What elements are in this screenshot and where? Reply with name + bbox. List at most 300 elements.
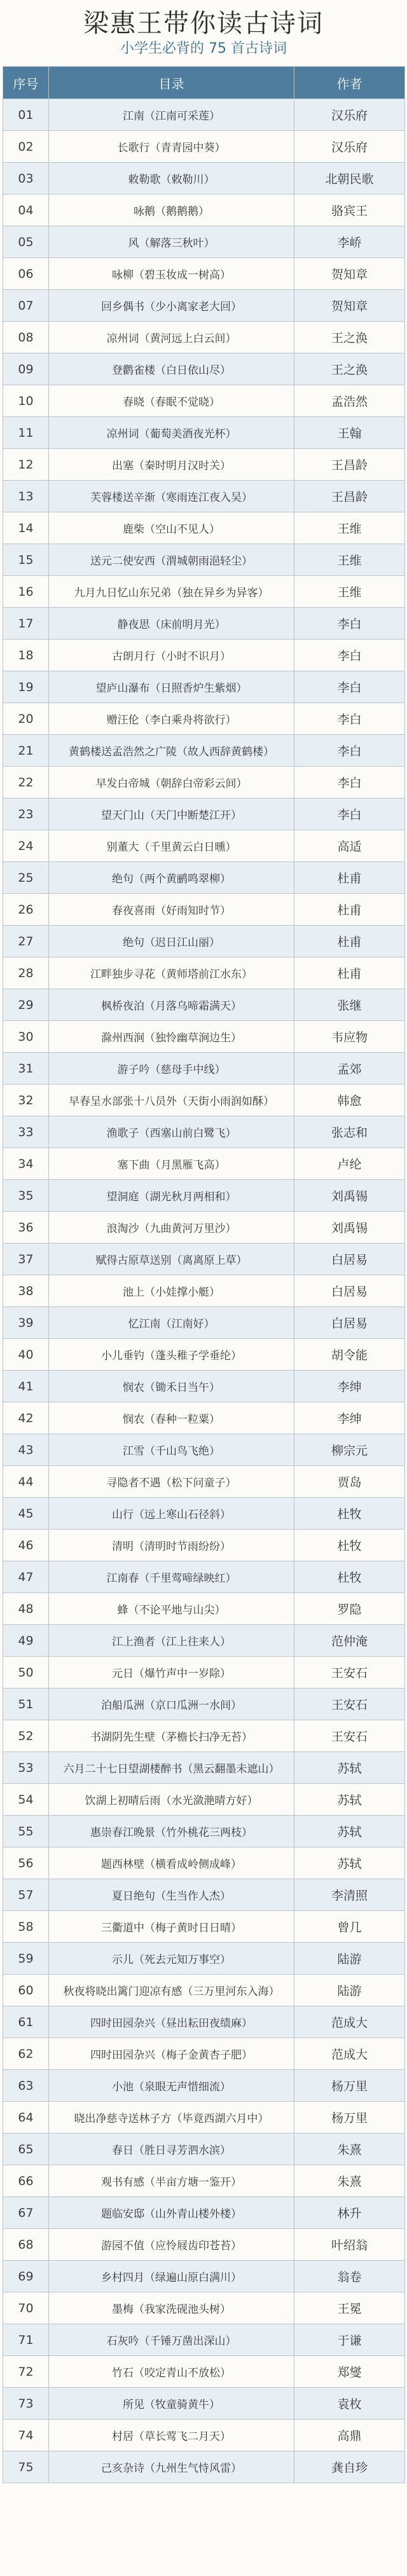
poem-author: 王维 [294, 544, 405, 576]
poem-author: 袁枚 [294, 2388, 405, 2420]
column-header-title: 目录 [49, 67, 294, 99]
table-row [3, 798, 405, 830]
table-row [3, 989, 405, 1021]
poem-author: 王安石 [294, 1657, 405, 1689]
row-number: 45 [3, 1498, 49, 1530]
table-row [3, 1879, 405, 1911]
poem-title: 凉州词（黄河远上白云间） [49, 322, 294, 353]
poem-author: 白居易 [294, 1307, 405, 1339]
poem-title: 早发白帝城（朝辞白帝彩云间） [49, 767, 294, 798]
poem-title: 江南（江南可采莲） [49, 99, 294, 131]
poem-title: 塞下曲（月黑雁飞高） [49, 1148, 294, 1180]
row-number: 60 [3, 1975, 49, 2006]
poem-author: 刘禹锡 [294, 1212, 405, 1243]
poem-author: 罗隐 [294, 1593, 405, 1625]
poem-author: 王之涣 [294, 322, 405, 353]
poem-title: 石灰吟（千锤万凿出深山） [49, 2324, 294, 2356]
poem-author: 汉乐府 [294, 131, 405, 163]
table-row [3, 2292, 405, 2324]
poem-author: 杜牧 [294, 1561, 405, 1593]
poem-author: 韩愈 [294, 1085, 405, 1116]
page-title: 梁惠王带你读古诗词 [83, 9, 324, 38]
poem-author: 高适 [294, 830, 405, 862]
table-row [3, 735, 405, 767]
table-row [3, 544, 405, 576]
row-number: 63 [3, 2070, 49, 2102]
row-number: 11 [3, 417, 49, 449]
row-number: 25 [3, 862, 49, 894]
poem-title: 望洞庭（湖光秋月两相和） [49, 1180, 294, 1212]
row-number: 44 [3, 1466, 49, 1498]
row-number: 16 [3, 576, 49, 608]
poem-title: 游园不值（应怜屐齿印苍苔） [49, 2229, 294, 2261]
table-row [3, 1657, 405, 1689]
row-number: 13 [3, 481, 49, 512]
row-number: 50 [3, 1657, 49, 1689]
row-number: 70 [3, 2292, 49, 2324]
poem-title: 送元二使安西（渭城朝雨浥轻尘） [49, 544, 294, 576]
poem-author: 郑燮 [294, 2356, 405, 2388]
poem-title: 乡村四月（绿遍山原白满川） [49, 2261, 294, 2292]
poem-author: 北朝民歌 [294, 163, 405, 195]
poem-author: 柳宗元 [294, 1434, 405, 1466]
poem-title: 回乡偶书（少小离家老大回） [49, 290, 294, 322]
poem-title: 晓出净慈寺送林子方（毕竟西湖六月中） [49, 2102, 294, 2134]
poem-title: 凉州词（葡萄美酒夜光杯） [49, 417, 294, 449]
table-row [3, 1212, 405, 1243]
poem-title: 出塞（秦时明月汉时关） [49, 449, 294, 481]
poem-author: 杜牧 [294, 1530, 405, 1561]
row-number: 18 [3, 640, 49, 671]
poem-title: 长歌行（青青园中葵） [49, 131, 294, 163]
table-row [3, 1116, 405, 1148]
table-row [3, 1530, 405, 1561]
table-row [3, 1275, 405, 1307]
table-row [3, 290, 405, 322]
row-number: 49 [3, 1625, 49, 1657]
table-row [3, 226, 405, 258]
poem-title: 饮湖上初晴后雨（水光潋滟晴方好） [49, 1784, 294, 1816]
table-row [3, 512, 405, 544]
poem-title: 题西林壁（横看成岭侧成峰） [49, 1847, 294, 1879]
poem-title: 咏鹅（鹅鹅鹅） [49, 195, 294, 226]
poem-title: 题临安邸（山外青山楼外楼） [49, 2197, 294, 2229]
table-header-row [3, 67, 405, 99]
poem-title: 黄鹤楼送孟浩然之广陵（故人西辞黄鹤楼） [49, 735, 294, 767]
poem-author: 于谦 [294, 2324, 405, 2356]
row-number: 67 [3, 2197, 49, 2229]
table-row [3, 1943, 405, 1975]
table-row [3, 1180, 405, 1212]
row-number: 31 [3, 1053, 49, 1085]
poem-title: 敕勒歌（敕勒川） [49, 163, 294, 195]
table-row [3, 2070, 405, 2102]
poem-author: 李绅 [294, 1402, 405, 1434]
row-number: 30 [3, 1021, 49, 1053]
row-number: 36 [3, 1212, 49, 1243]
table-row [3, 2356, 405, 2388]
row-number: 41 [3, 1371, 49, 1402]
poem-title: 墨梅（我家洗砚池头树） [49, 2292, 294, 2324]
table-row [3, 862, 405, 894]
table-row [3, 2420, 405, 2451]
poem-author: 贺知章 [294, 258, 405, 290]
row-number: 21 [3, 735, 49, 767]
table-row [3, 322, 405, 353]
row-number: 02 [3, 131, 49, 163]
poem-title: 赠汪伦（李白乘舟将欲行） [49, 703, 294, 735]
poem-author: 胡令能 [294, 1339, 405, 1371]
poem-title: 渔歌子（西塞山前白鹭飞） [49, 1116, 294, 1148]
poem-author: 范成大 [294, 2038, 405, 2070]
row-number: 65 [3, 2134, 49, 2165]
poem-title: 秋夜将晓出篱门迎凉有感（三万里河东入海） [49, 1975, 294, 2006]
poem-title: 己亥杂诗（九州生气恃风雷） [49, 2451, 294, 2483]
poem-title: 泊船瓜洲（京口瓜洲一水间） [49, 1689, 294, 1720]
row-number: 26 [3, 894, 49, 926]
poem-author: 李峤 [294, 226, 405, 258]
row-number: 01 [3, 99, 49, 131]
poem-title: 芙蓉楼送辛渐（寒雨连江夜入吴） [49, 481, 294, 512]
poem-author: 龚自珍 [294, 2451, 405, 2483]
row-number: 62 [3, 2038, 49, 2070]
row-number: 12 [3, 449, 49, 481]
poem-title: 望天门山（天门中断楚江开） [49, 798, 294, 830]
row-number: 06 [3, 258, 49, 290]
poem-author: 卢纶 [294, 1148, 405, 1180]
poem-author: 朱熹 [294, 2165, 405, 2197]
row-number: 38 [3, 1275, 49, 1307]
table-row [3, 1625, 405, 1657]
row-number: 32 [3, 1085, 49, 1116]
row-number: 34 [3, 1148, 49, 1180]
table-row [3, 671, 405, 703]
poem-author: 白居易 [294, 1243, 405, 1275]
poem-title: 元日（爆竹声中一岁除） [49, 1657, 294, 1689]
poem-author: 苏轼 [294, 1784, 405, 1816]
table-row [3, 957, 405, 989]
table-row [3, 703, 405, 735]
poem-author: 王安石 [294, 1689, 405, 1720]
row-number: 58 [3, 1911, 49, 1943]
table-row [3, 2134, 405, 2165]
poem-title: 风（解落三秋叶） [49, 226, 294, 258]
row-number: 59 [3, 1943, 49, 1975]
table-row [3, 1816, 405, 1847]
row-number: 35 [3, 1180, 49, 1212]
poem-author: 汉乐府 [294, 99, 405, 131]
row-number: 03 [3, 163, 49, 195]
row-number: 09 [3, 353, 49, 385]
poem-author: 李白 [294, 640, 405, 671]
poem-author: 苏轼 [294, 1847, 405, 1879]
row-number: 71 [3, 2324, 49, 2356]
poem-author: 张志和 [294, 1116, 405, 1148]
poem-title: 绝句（迟日江山丽） [49, 926, 294, 957]
table-row [3, 1466, 405, 1498]
row-number: 43 [3, 1434, 49, 1466]
poem-author: 陆游 [294, 1975, 405, 2006]
poem-author: 王维 [294, 512, 405, 544]
table-row [3, 1339, 405, 1371]
table-row [3, 926, 405, 957]
poem-table [3, 66, 405, 2483]
poem-title: 春日（胜日寻芳泗水滨） [49, 2134, 294, 2165]
poem-author: 杜甫 [294, 862, 405, 894]
poem-author: 张继 [294, 989, 405, 1021]
table-row [3, 1720, 405, 1752]
poem-author: 叶绍翁 [294, 2229, 405, 2261]
table-row [3, 2197, 405, 2229]
poem-title: 赋得古原草送别（离离原上草） [49, 1243, 294, 1275]
row-number: 54 [3, 1784, 49, 1816]
row-number: 39 [3, 1307, 49, 1339]
row-number: 08 [3, 322, 49, 353]
poem-author: 苏轼 [294, 1816, 405, 1847]
poem-title: 早春呈水部张十八员外（天街小雨润如酥） [49, 1085, 294, 1116]
poem-author: 王昌龄 [294, 481, 405, 512]
table-row [3, 481, 405, 512]
table-row [3, 1752, 405, 1784]
poem-title: 江畔独步寻花（黄师塔前江水东） [49, 957, 294, 989]
poem-author: 杜牧 [294, 1498, 405, 1530]
poem-title: 寻隐者不遇（松下问童子） [49, 1466, 294, 1498]
row-number: 57 [3, 1879, 49, 1911]
poem-title: 望庐山瀑布（日照香炉生紫烟） [49, 671, 294, 703]
table-row [3, 608, 405, 640]
table-row [3, 2006, 405, 2038]
table-row [3, 1911, 405, 1943]
row-number: 48 [3, 1593, 49, 1625]
poem-title: 四时田园杂兴（梅子金黄杏子肥） [49, 2038, 294, 2070]
table-row [3, 353, 405, 385]
poem-author: 范成大 [294, 2006, 405, 2038]
table-row [3, 2229, 405, 2261]
row-number: 56 [3, 1847, 49, 1879]
poem-author: 朱熹 [294, 2134, 405, 2165]
table-row [3, 1593, 405, 1625]
table-row [3, 576, 405, 608]
table-row [3, 385, 405, 417]
poem-author: 曾几 [294, 1911, 405, 1943]
row-number: 27 [3, 926, 49, 957]
poem-author: 林升 [294, 2197, 405, 2229]
page-header [0, 0, 407, 66]
poem-title: 村居（草长莺飞二月天） [49, 2420, 294, 2451]
table-row [3, 2038, 405, 2070]
poem-title: 古朗月行（小时不识月） [49, 640, 294, 671]
poem-author: 杜甫 [294, 957, 405, 989]
poem-title: 绝句（两个黄鹂鸣翠柳） [49, 862, 294, 894]
column-header-author: 作者 [294, 67, 405, 99]
poem-author: 刘禹锡 [294, 1180, 405, 1212]
row-number: 07 [3, 290, 49, 322]
poem-title: 清明（清明时节雨纷纷） [49, 1530, 294, 1561]
poem-author: 孟郊 [294, 1053, 405, 1085]
table-body [3, 99, 405, 2483]
poem-title: 浪淘沙（九曲黄河万里沙） [49, 1212, 294, 1243]
poem-title: 滁州西涧（独怜幽草涧边生） [49, 1021, 294, 1053]
row-number: 72 [3, 2356, 49, 2388]
poem-title: 书湖阴先生壁（茅檐长扫净无苔） [49, 1720, 294, 1752]
poem-author: 王安石 [294, 1720, 405, 1752]
row-number: 23 [3, 798, 49, 830]
poem-title: 游子吟（慈母手中线） [49, 1053, 294, 1085]
row-number: 19 [3, 671, 49, 703]
table-row [3, 830, 405, 862]
table-row [3, 99, 405, 131]
poem-author: 高鼎 [294, 2420, 405, 2451]
table-row [3, 767, 405, 798]
table-row [3, 1975, 405, 2006]
poem-author: 李白 [294, 703, 405, 735]
table-row [3, 1402, 405, 1434]
poem-author: 韦应物 [294, 1021, 405, 1053]
table-row [3, 1307, 405, 1339]
table-row [3, 1784, 405, 1816]
poem-title: 江雪（千山鸟飞绝） [49, 1434, 294, 1466]
poem-title: 忆江南（江南好） [49, 1307, 294, 1339]
row-number: 17 [3, 608, 49, 640]
poem-title: 悯农（锄禾日当午） [49, 1371, 294, 1402]
row-number: 15 [3, 544, 49, 576]
poem-title: 鹿柴（空山不见人） [49, 512, 294, 544]
poem-author: 贺知章 [294, 290, 405, 322]
poem-author: 杨万里 [294, 2102, 405, 2134]
poem-title: 悯农（春种一粒粟） [49, 1402, 294, 1434]
poem-author: 范仲淹 [294, 1625, 405, 1657]
row-number: 61 [3, 2006, 49, 2038]
row-number: 69 [3, 2261, 49, 2292]
row-number: 55 [3, 1816, 49, 1847]
poem-author: 杨万里 [294, 2070, 405, 2102]
poem-author: 陆游 [294, 1943, 405, 1975]
row-number: 74 [3, 2420, 49, 2451]
poem-title: 夏日绝句（生当作人杰） [49, 1879, 294, 1911]
row-number: 42 [3, 1402, 49, 1434]
poem-title: 竹石（咬定青山不放松） [49, 2356, 294, 2388]
poem-title: 三衢道中（梅子黄时日日晴） [49, 1911, 294, 1943]
row-number: 29 [3, 989, 49, 1021]
row-number: 66 [3, 2165, 49, 2197]
poem-title: 江上渔者（江上往来人） [49, 1625, 294, 1657]
row-number: 51 [3, 1689, 49, 1720]
table-row [3, 1021, 405, 1053]
poem-title: 咏柳（碧玉妆成一树高） [49, 258, 294, 290]
row-number: 28 [3, 957, 49, 989]
row-number: 33 [3, 1116, 49, 1148]
row-number: 46 [3, 1530, 49, 1561]
table-row [3, 131, 405, 163]
poem-author: 杜甫 [294, 926, 405, 957]
row-number: 37 [3, 1243, 49, 1275]
poem-author: 王维 [294, 576, 405, 608]
row-number: 10 [3, 385, 49, 417]
poem-title: 四时田园杂兴（昼出耘田夜绩麻） [49, 2006, 294, 2038]
table-row [3, 2388, 405, 2420]
table-row [3, 163, 405, 195]
poem-author: 王冕 [294, 2292, 405, 2324]
poem-title: 蜂（不论平地与山尖） [49, 1593, 294, 1625]
table-row [3, 2261, 405, 2292]
table-row [3, 1243, 405, 1275]
row-number: 53 [3, 1752, 49, 1784]
poem-author: 王翰 [294, 417, 405, 449]
table-row [3, 417, 405, 449]
poem-title: 小池（泉眼无声惜细流） [49, 2070, 294, 2102]
row-number: 75 [3, 2451, 49, 2483]
poem-title: 春夜喜雨（好雨知时节） [49, 894, 294, 926]
table-row [3, 1148, 405, 1180]
poem-author: 李绅 [294, 1371, 405, 1402]
poem-title: 静夜思（床前明月光） [49, 608, 294, 640]
poem-author: 王昌龄 [294, 449, 405, 481]
poem-title: 所见（牧童骑黄牛） [49, 2388, 294, 2420]
table-row [3, 1847, 405, 1879]
poem-author: 孟浩然 [294, 385, 405, 417]
table-row [3, 1053, 405, 1085]
poem-title: 六月二十七日望湖楼醉书（黑云翻墨未遮山） [49, 1752, 294, 1784]
table-row [3, 1498, 405, 1530]
poem-title: 池上（小娃撑小艇） [49, 1275, 294, 1307]
poem-author: 白居易 [294, 1275, 405, 1307]
poem-author: 李白 [294, 767, 405, 798]
table-row [3, 2102, 405, 2134]
poem-author: 李白 [294, 798, 405, 830]
row-number: 24 [3, 830, 49, 862]
table-row [3, 449, 405, 481]
poem-title: 小儿垂钓（蓬头稚子学垂纶） [49, 1339, 294, 1371]
row-number: 68 [3, 2229, 49, 2261]
poem-author: 王之涣 [294, 353, 405, 385]
poem-title: 九月九日忆山东兄弟（独在异乡为异客） [49, 576, 294, 608]
table-row [3, 258, 405, 290]
poem-author: 苏轼 [294, 1752, 405, 1784]
row-number: 20 [3, 703, 49, 735]
table-row [3, 2324, 405, 2356]
poem-title: 江南春（千里莺啼绿映红） [49, 1561, 294, 1593]
table-row [3, 894, 405, 926]
row-number: 40 [3, 1339, 49, 1371]
poem-author: 杜甫 [294, 894, 405, 926]
poem-title: 春晓（春眠不觉晓） [49, 385, 294, 417]
poem-author: 翁卷 [294, 2261, 405, 2292]
row-number: 05 [3, 226, 49, 258]
table-row [3, 195, 405, 226]
row-number: 64 [3, 2102, 49, 2134]
table-row [3, 1085, 405, 1116]
poem-author: 李白 [294, 608, 405, 640]
poem-author: 李白 [294, 671, 405, 703]
poem-title: 枫桥夜泊（月落乌啼霜满天） [49, 989, 294, 1021]
poem-title: 别董大（千里黄云白日曛） [49, 830, 294, 862]
row-number: 04 [3, 195, 49, 226]
table-row [3, 2451, 405, 2483]
poem-author: 李清照 [294, 1879, 405, 1911]
poem-title: 示儿（死去元知万事空） [49, 1943, 294, 1975]
table-row [3, 2165, 405, 2197]
poem-author: 骆宾王 [294, 195, 405, 226]
poem-title: 观书有感（半亩方塘一鉴开） [49, 2165, 294, 2197]
poem-title: 惠崇春江晚景（竹外桃花三两枝） [49, 1816, 294, 1847]
row-number: 73 [3, 2388, 49, 2420]
table-row [3, 1434, 405, 1466]
row-number: 22 [3, 767, 49, 798]
poem-author: 贾岛 [294, 1466, 405, 1498]
row-number: 52 [3, 1720, 49, 1752]
column-header-number: 序号 [3, 67, 49, 99]
page-subtitle: 小学生必背的 75 首古诗词 [120, 41, 287, 57]
